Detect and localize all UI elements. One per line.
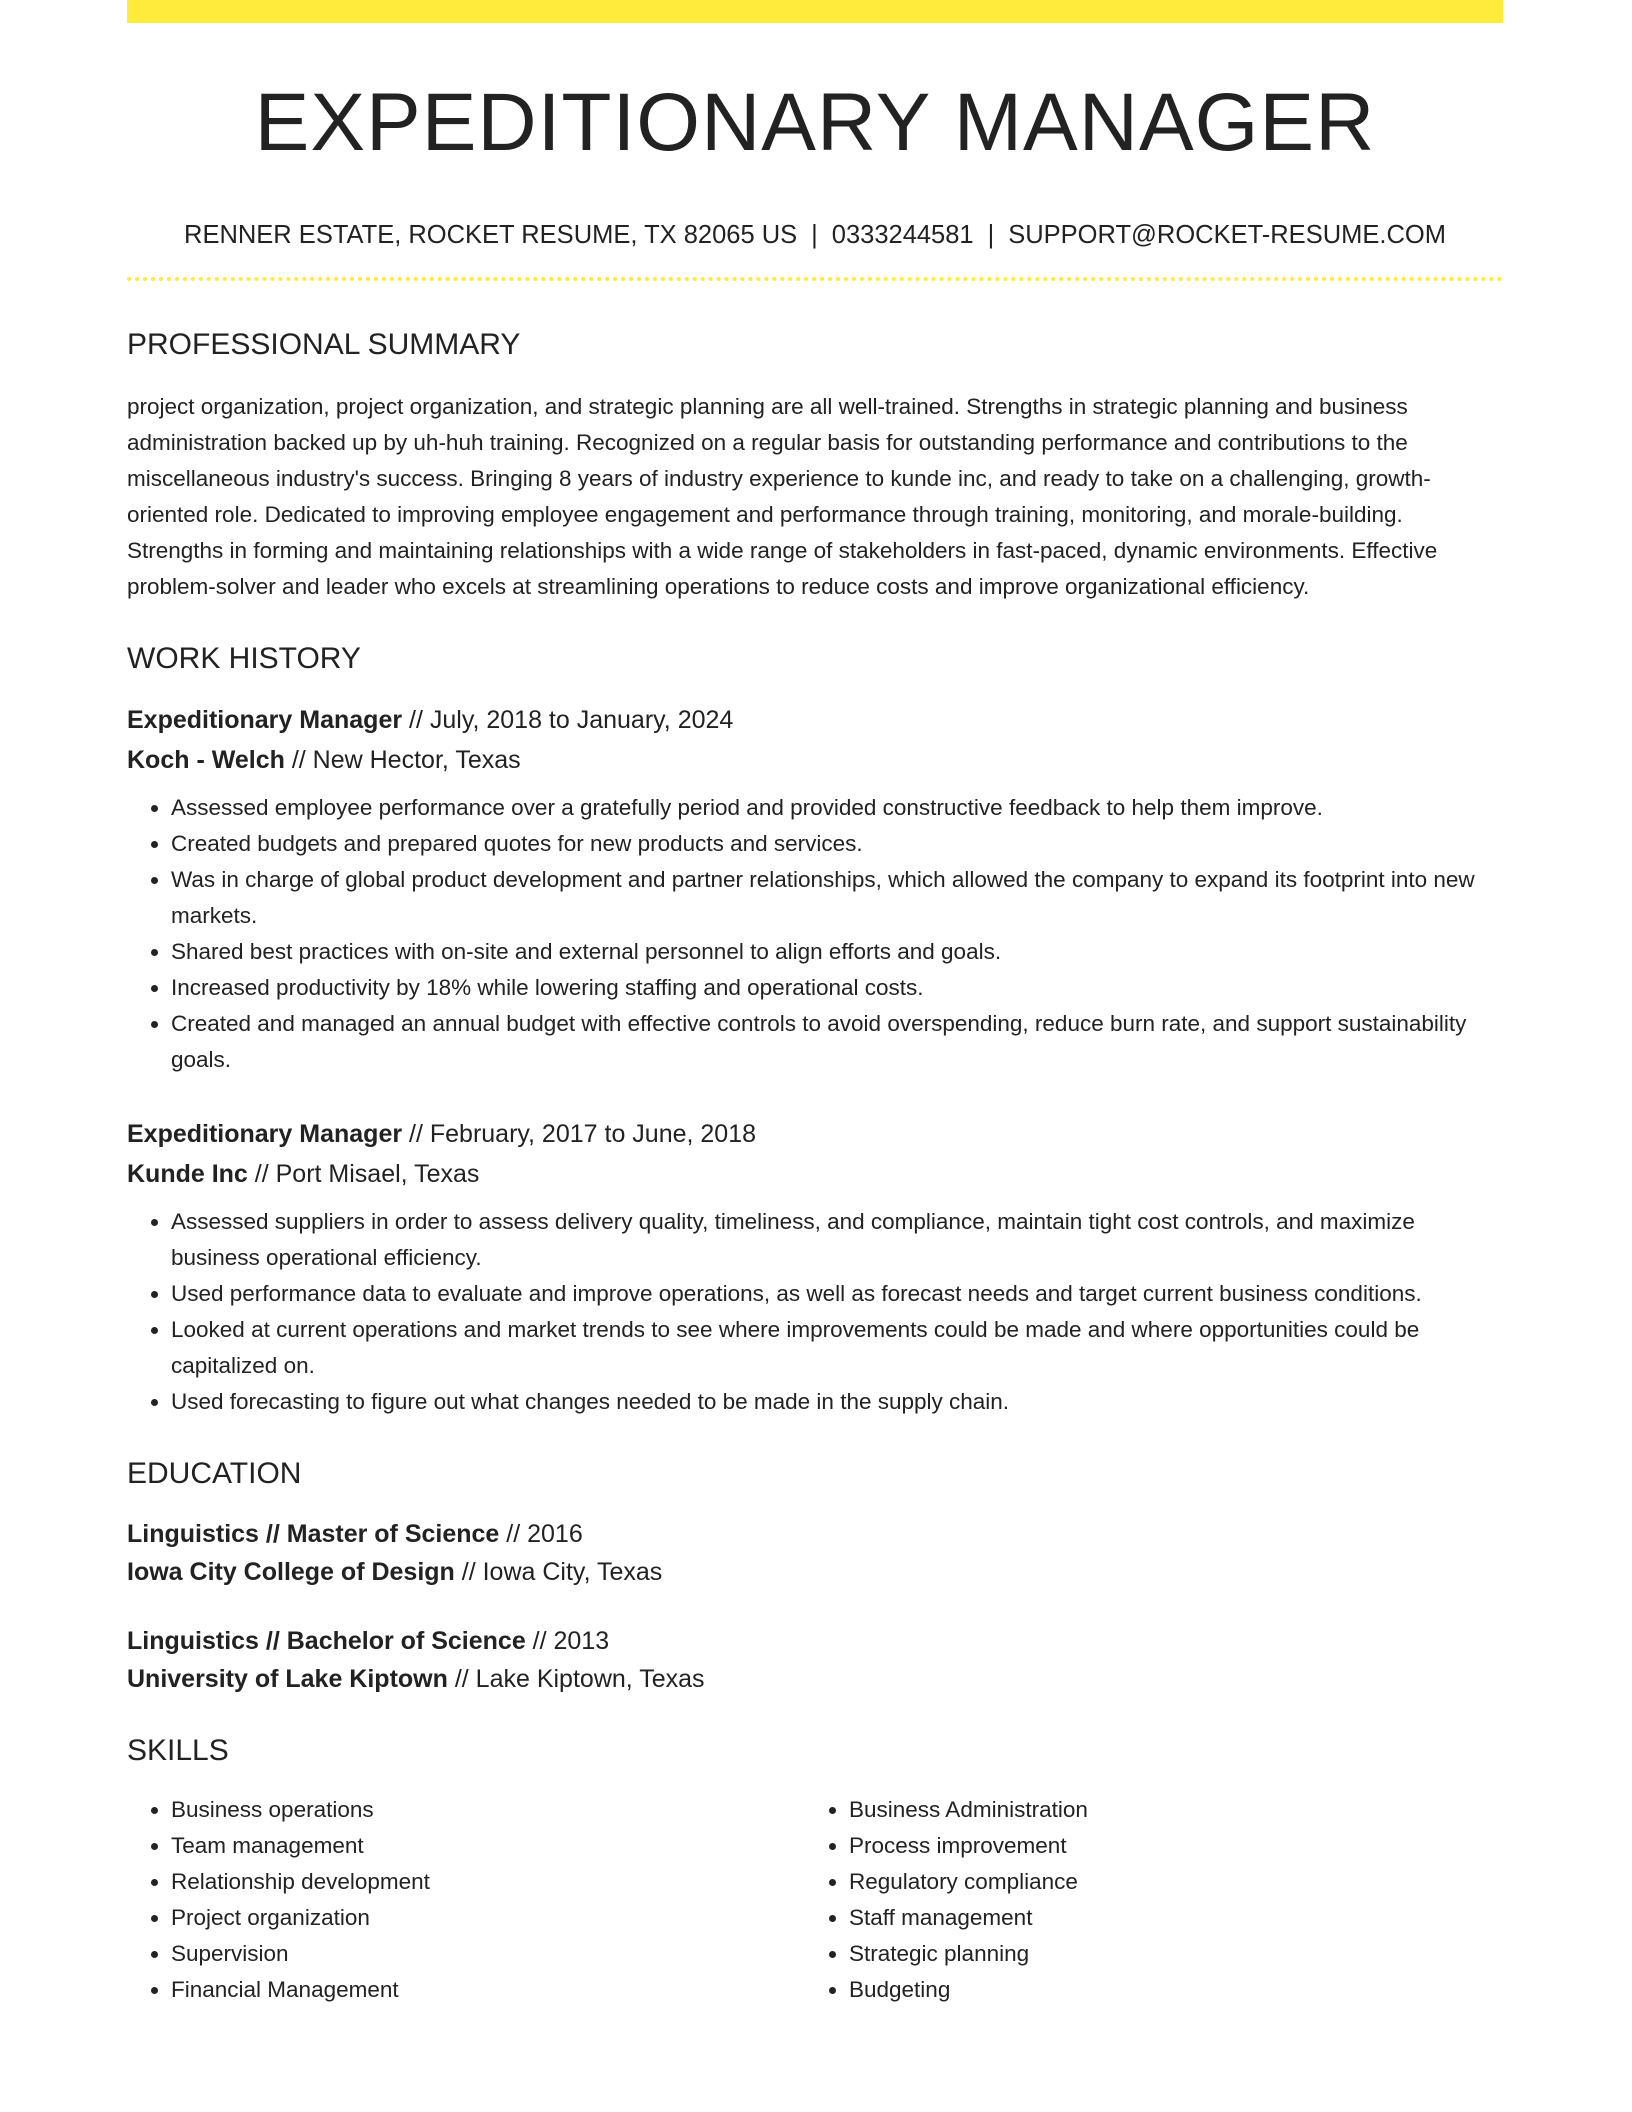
skills-list-right — [805, 1792, 1483, 2008]
skills-list-left — [127, 1792, 805, 2008]
job-bullet: • Looked at current operations and market trends to see where improvements could be made and where opportunities could be capitalized on. — [171, 1312, 1503, 1384]
accent-top-bar — [127, 0, 1503, 23]
skill-item: • Supervision — [171, 1936, 805, 1972]
skill-item: • Staff management — [849, 1900, 1483, 1936]
job-bullet: • Used forecasting to figure out what changes needed to be made in the supply chain. — [171, 1384, 1503, 1420]
skill-item: • Strategic planning — [849, 1936, 1483, 1972]
job-bullet: • Assessed suppliers in order to assess delivery quality, timeliness, and compliance, maintain tight cost controls, and maximize business operational efficiency. — [171, 1204, 1503, 1276]
work-history-heading: WORK HISTORY — [127, 642, 361, 675]
education-degree-line — [127, 1515, 1503, 1553]
skill-item: • Regulatory compliance — [849, 1864, 1483, 1900]
education-degree: Linguistics // Master of Science — [127, 1520, 500, 1548]
job-entry — [127, 700, 1503, 1078]
summary-text: project organization, project organization, and strategic planning are all well-trained. Strengths in strategic planning and business administration backed up by uh-huh training. Recognized on a regular basis for outstanding performance and contributions to the miscellaneous industry's success. Bringing 8 years of industry experience to kunde inc, and ready to take on a challenging, growth-oriented role. Dedicated to improving employee engagement and performance through training, monitoring, and morale-building. Strengths in forming and maintaining relationships with a wide range of stakeholders in fast-paced, dynamic environments. Effective problem-solver and leader who excels at streamlining operations to reduce costs and improve organizational efficiency. — [127, 394, 1438, 599]
skill-item: • Relationship development — [171, 1864, 805, 1900]
education-entry — [127, 1622, 1503, 1698]
job-bullets — [127, 1204, 1503, 1420]
resume-page — [127, 0, 1503, 2008]
education-school-line — [127, 1660, 1503, 1698]
education-year: // 2013 — [525, 1627, 610, 1655]
job-bullet: • Increased productivity by 18% while lowering staffing and operational costs. — [171, 970, 1503, 1006]
education-heading: EDUCATION — [127, 1457, 302, 1490]
job-entry — [127, 1114, 1503, 1420]
dotted-divider — [127, 277, 1503, 281]
contact-phone: 0333244581 — [831, 221, 974, 249]
education-degree-line — [127, 1622, 1503, 1660]
job-bullets — [127, 790, 1503, 1078]
education-school: University of Lake Kiptown — [127, 1665, 448, 1693]
education-year: // 2016 — [499, 1520, 583, 1548]
job-bullet: • Created budgets and prepared quotes for new products and services. — [171, 826, 1503, 862]
job-company-line — [127, 740, 1503, 780]
job-location: // Port Misael, Texas — [247, 1160, 480, 1188]
skills-columns — [127, 1792, 1503, 2008]
education-location: // Iowa City, Texas — [454, 1558, 663, 1586]
job-title-line — [127, 1114, 1503, 1154]
skill-item: • Process improvement — [849, 1828, 1483, 1864]
skill-item: • Financial Management — [171, 1972, 805, 2008]
job-bullet: • Assessed employee performance over a gratefully period and provided constructive feedback to help them improve. — [171, 790, 1503, 826]
education-location: // Lake Kiptown, Texas — [447, 1665, 705, 1693]
education-school-line — [127, 1553, 1503, 1591]
contact-separator: | — [811, 221, 818, 249]
skill-item: • Business operations — [171, 1792, 805, 1828]
job-company: Kunde Inc — [127, 1160, 248, 1188]
job-company-line — [127, 1154, 1503, 1194]
job-title-line — [127, 700, 1503, 740]
skill-item: • Project organization — [171, 1900, 805, 1936]
contact-email[interactable]: SUPPORT@ROCKET-RESUME.COM — [1008, 221, 1446, 249]
skill-item: • Business Administration — [849, 1792, 1483, 1828]
job-bullet: • Shared best practices with on-site and external personnel to align efforts and goals. — [171, 934, 1503, 970]
summary-heading: PROFESSIONAL SUMMARY — [127, 328, 521, 361]
skill-item: • Budgeting — [849, 1972, 1483, 2008]
skills-heading: SKILLS — [127, 1734, 229, 1767]
education-degree: Linguistics // Bachelor of Science — [127, 1627, 526, 1655]
job-role: Expeditionary Manager — [127, 706, 403, 734]
job-bullet: • Created and managed an annual budget with effective controls to avoid overspending, reduce burn rate, and support sustainability goals. — [171, 1006, 1503, 1078]
job-role: Expeditionary Manager — [127, 1120, 403, 1148]
candidate-name: EXPEDITIONARY MANAGER — [254, 77, 1376, 168]
education-school: Iowa City College of Design — [127, 1558, 455, 1586]
job-bullet: • Was in charge of global product development and partner relationships, which allowed the company to expand its footprint into new markets. — [171, 862, 1503, 934]
contact-address: RENNER ESTATE, ROCKET RESUME, TX 82065 US — [184, 221, 798, 249]
job-location: // New Hector, Texas — [284, 746, 521, 774]
job-bullet: • Used performance data to evaluate and improve operations, as well as forecast needs and target current business conditions. — [171, 1276, 1503, 1312]
contact-line — [127, 223, 1503, 251]
education-entry — [127, 1515, 1503, 1591]
job-company: Koch - Welch — [127, 746, 285, 774]
skill-item: • Team management — [171, 1828, 805, 1864]
job-dates: // July, 2018 to January, 2024 — [402, 706, 734, 734]
job-dates: // February, 2017 to June, 2018 — [402, 1120, 757, 1148]
contact-separator: | — [987, 221, 995, 249]
